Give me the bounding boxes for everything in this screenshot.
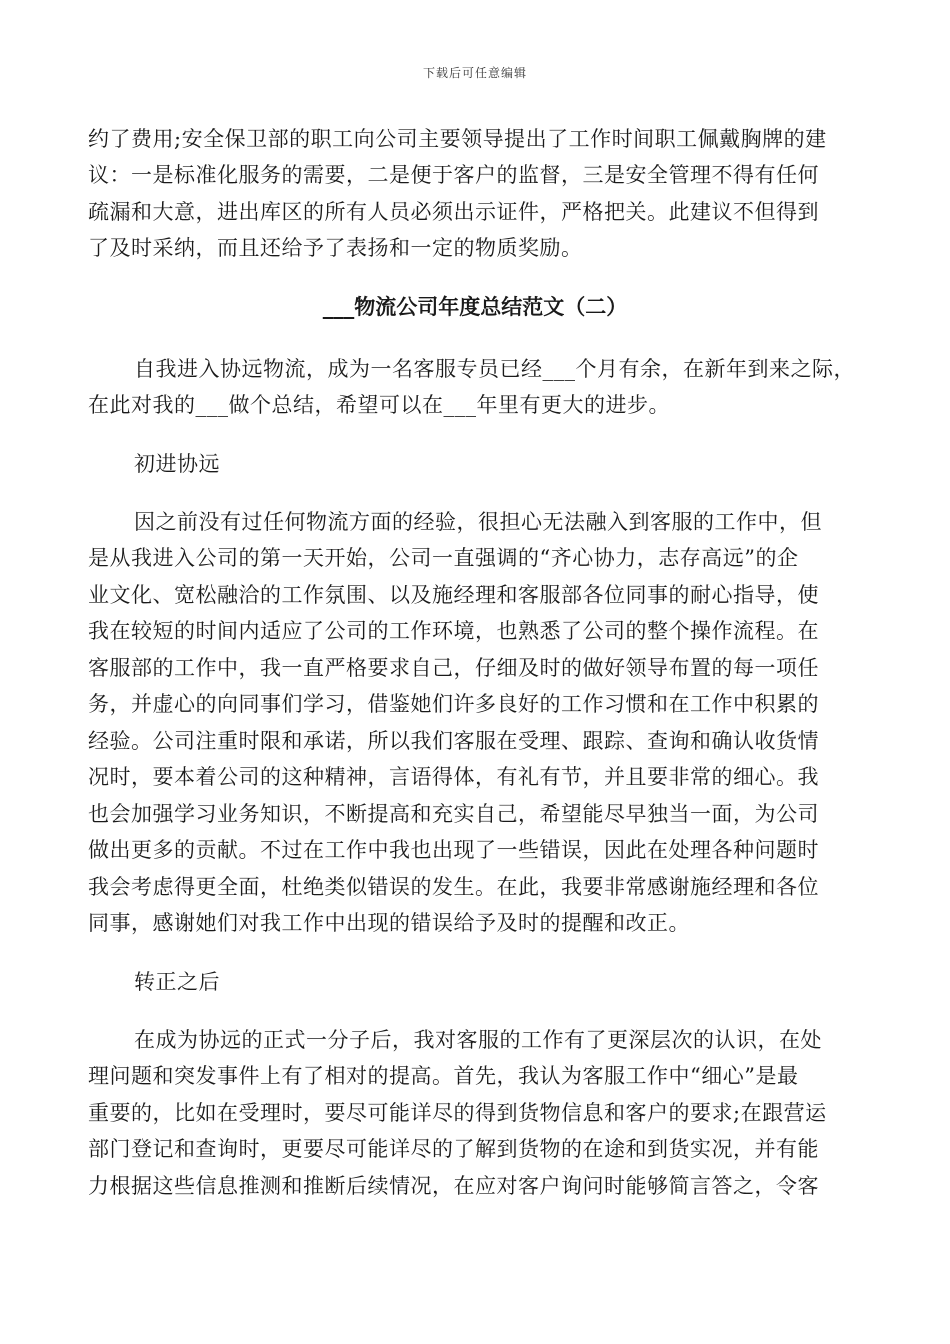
- paragraph-line: 务，并虚心的向同事们学习，借鉴她们许多良好的工作习惯和在工作中积累的: [88, 692, 819, 716]
- paragraph-line: 议：一是标准化服务的需要，二是便于客户的监督，三是安全管理不得有任何: [88, 163, 819, 187]
- paragraph-line: 做出更多的贡献。不过在工作中我也出现了一些错误，因此在处理各种问题时: [88, 838, 819, 862]
- paragraph-line: 理问题和突发事件上有了相对的提高。首先，我认为客服工作中“细心”是最: [88, 1064, 799, 1088]
- paragraph-line: 疏漏和大意，进出库区的所有人员必须出示证件，严格把关。此建议不但得到: [88, 200, 819, 224]
- paragraph-line: 客服部的工作中，我一直严格要求自己，仔细及时的做好领导布置的每一项任: [88, 656, 819, 680]
- subsection-heading: 转正之后: [134, 970, 220, 994]
- paragraph-line: 了及时采纳，而且还给予了表扬和一定的物质奖励。: [88, 236, 583, 260]
- paragraph-line: 力根据这些信息推测和推断后续情况，在应对客户询问时能够简言答之，令客: [88, 1174, 819, 1198]
- section-title: ___物流公司年度总结范文（二）: [322, 295, 628, 319]
- paragraph-line: 经验。公司注重时限和承诺，所以我们客服在受理、跟踪、查询和确认收货情: [88, 729, 819, 753]
- paragraph-line: 况时，要本着公司的这种精神，言语得体，有礼有节，并且要非常的细心。我: [88, 765, 819, 789]
- paragraph-line: 我在较短的时间内适应了公司的工作环境，也熟悉了公司的整个操作流程。在: [88, 619, 819, 643]
- paragraph-line: 因之前没有过任何物流方面的经验，很担心无法融入到客服的工作中，但: [134, 510, 822, 534]
- paragraph-line: 我会考虑得更全面，杜绝类似错误的发生。在此，我要非常感谢施经理和各位: [88, 875, 819, 899]
- paragraph-line: 重要的，比如在受理时，要尽可能详尽的得到货物信息和客户的要求;在跟营运: [88, 1101, 827, 1125]
- paragraph-line: 自我进入协远物流，成为一名客服专员已经___个月有余，在新年到来之际，: [134, 357, 855, 381]
- paragraph-line: 在成为协远的正式一分子后，我对客服的工作有了更深层次的认识，在处: [134, 1028, 822, 1052]
- paragraph-line: 业文化、宽松融洽的工作氛围、以及施经理和客服部各位同事的耐心指导，使: [88, 583, 819, 607]
- paragraph-line: 约了费用;安全保卫部的职工向公司主要领导提出了工作时间职工佩戴胸牌的建: [88, 127, 827, 151]
- subsection-heading: 初进协远: [134, 452, 220, 476]
- paragraph-line: 是从我进入公司的第一天开始，公司一直强调的“齐心协力，志存高远”的企: [88, 546, 799, 570]
- paragraph-line: 同事，感谢她们对我工作中出现的错误给予及时的提醒和改正。: [88, 911, 690, 935]
- paragraph-line: 在此对我的___做个总结，希望可以在___年里有更大的进步。: [88, 393, 670, 417]
- page-header-note: 下载后可任意编辑: [422, 66, 527, 80]
- paragraph-line: 也会加强学习业务知识，不断提高和充实自己，希望能尽早独当一面，为公司: [88, 802, 819, 826]
- paragraph-line: 部门登记和查询时，更要尽可能详尽的了解到货物的在途和到货实况，并有能: [88, 1137, 819, 1161]
